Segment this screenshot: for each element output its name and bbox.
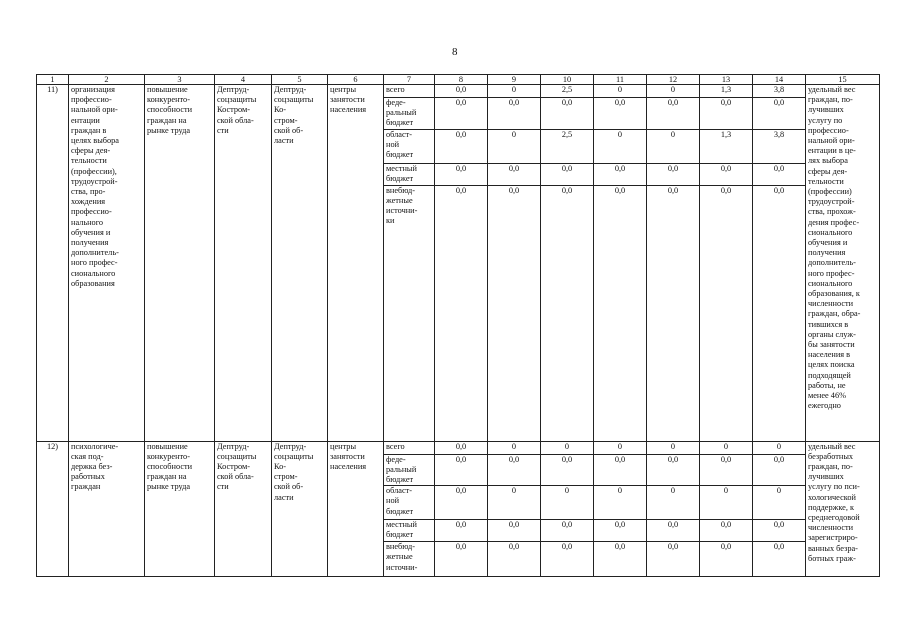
header-row [37, 75, 880, 85]
funding-value: 3,8 [753, 85, 806, 98]
funding-value: 0 [488, 441, 541, 454]
funding-value: 0,0 [435, 486, 488, 520]
funding-value: 0,0 [753, 542, 806, 577]
executor-cell: Дептруд- соцзащиты Костром- ской обла- сти [215, 441, 272, 577]
funding-value: 0,0 [435, 454, 488, 486]
funding-value: 0,0 [647, 98, 700, 130]
funding-value: 0,0 [435, 542, 488, 577]
participants-cell: центры занятости населения [328, 85, 384, 442]
funding-value: 0,0 [647, 520, 700, 542]
funding-value: 0,0 [700, 185, 753, 441]
funding-source: феде- ральный бюджет [384, 98, 435, 130]
funding-value: 0,0 [435, 520, 488, 542]
indicator-cell: удельный вес граждан, по- лучивших услугу по профессио- нальной ори- ентации в це- лях выбора сферы дея- тельности (профессии) трудоустрой- ства, прохож- дения профес- сионального обучения и получения дополнитель- ного профес- сионального образования, к численности граждан, обра- тившихся в органы служ- бы занятости населения в целях поиска подходящей работы, не менее 46% ежегодно [806, 85, 880, 442]
funding-value: 0,0 [435, 185, 488, 441]
funding-value: 0,0 [647, 454, 700, 486]
coexecutor-cell: Дептруд- соцзащиты Ко- стром- ской об- ласти [272, 85, 328, 442]
funding-value: 0,0 [435, 98, 488, 130]
funding-value: 0 [488, 85, 541, 98]
funding-value: 1,3 [700, 129, 753, 163]
funding-source: всего [384, 441, 435, 454]
funding-value: 0,0 [647, 542, 700, 577]
funding-value: 0,0 [541, 98, 594, 130]
header-cell: 3 [145, 75, 215, 85]
header-cell: 12 [647, 75, 700, 85]
funding-value: 0,0 [541, 542, 594, 577]
funding-value: 0 [541, 486, 594, 520]
funding-value: 0 [647, 85, 700, 98]
program-table [36, 74, 880, 577]
funding-value: 0 [700, 486, 753, 520]
funding-value: 0 [753, 441, 806, 454]
funding-value: 2,5 [541, 85, 594, 98]
funding-value: 0,0 [700, 542, 753, 577]
funding-value: 0,0 [594, 185, 647, 441]
page-number: 8 [452, 46, 458, 58]
header-cell: 14 [753, 75, 806, 85]
funding-value: 0,0 [435, 163, 488, 185]
participants-cell: центры занятости населения [328, 441, 384, 577]
funding-value: 0 [647, 486, 700, 520]
header-cell: 6 [328, 75, 384, 85]
funding-value: 0 [488, 486, 541, 520]
funding-value: 0,0 [700, 520, 753, 542]
header-cell: 4 [215, 75, 272, 85]
funding-value: 0 [594, 486, 647, 520]
funding-value: 0 [647, 129, 700, 163]
goal-cell: повышение конкуренто- способности граждан на рынке труда [145, 85, 215, 442]
funding-value: 0,0 [647, 185, 700, 441]
funding-value: 1,3 [700, 85, 753, 98]
executor-cell: Дептруд- соцзащиты Костром- ской обла- сти [215, 85, 272, 442]
activity-cell: организация профессио- нальной ори- ентации граждан в целях выбора сферы дея- тельности (профессии), трудоустрой- ства, про- хождения профессио- нального обучения и получения дополнитель- ного профес- сионального образования [69, 85, 145, 442]
funding-value: 3,8 [753, 129, 806, 163]
funding-value: 0,0 [700, 98, 753, 130]
header-cell: 10 [541, 75, 594, 85]
header-cell: 2 [69, 75, 145, 85]
funding-value: 0 [594, 85, 647, 98]
header-cell: 7 [384, 75, 435, 85]
table-row [37, 441, 880, 454]
funding-value: 0,0 [753, 454, 806, 486]
header-cell: 9 [488, 75, 541, 85]
funding-source: област- ной бюджет [384, 129, 435, 163]
funding-value: 0,0 [541, 185, 594, 441]
funding-value: 0,0 [435, 441, 488, 454]
funding-value: 0,0 [647, 163, 700, 185]
funding-source: внебюд- жетные источни- ки [384, 185, 435, 441]
funding-value: 0,0 [488, 520, 541, 542]
funding-value: 0,0 [753, 520, 806, 542]
funding-value: 0 [541, 441, 594, 454]
funding-value: 0,0 [488, 454, 541, 486]
funding-value: 0,0 [594, 98, 647, 130]
funding-value: 0,0 [435, 85, 488, 98]
funding-value: 0,0 [435, 129, 488, 163]
funding-value: 0,0 [488, 185, 541, 441]
header-cell: 5 [272, 75, 328, 85]
funding-value: 0,0 [753, 163, 806, 185]
funding-value: 0,0 [488, 542, 541, 577]
funding-value: 0,0 [541, 454, 594, 486]
funding-value: 0,0 [700, 454, 753, 486]
funding-value: 0,0 [594, 454, 647, 486]
funding-source: внебюд- жетные источни- [384, 542, 435, 577]
funding-value: 0,0 [753, 98, 806, 130]
funding-value: 0 [700, 441, 753, 454]
funding-value: 0,0 [700, 163, 753, 185]
funding-value: 0,0 [594, 542, 647, 577]
funding-value: 2,5 [541, 129, 594, 163]
funding-source: област- ной бюджет [384, 486, 435, 520]
funding-value: 0 [753, 486, 806, 520]
funding-value: 0,0 [541, 163, 594, 185]
funding-source: феде- ральный бюджет [384, 454, 435, 486]
funding-value: 0 [488, 129, 541, 163]
funding-source: местный бюджет [384, 520, 435, 542]
header-cell: 1 [37, 75, 69, 85]
funding-value: 0,0 [488, 98, 541, 130]
funding-value: 0,0 [753, 185, 806, 441]
funding-value: 0 [594, 129, 647, 163]
goal-cell: повышение конкуренто- способности граждан на рынке труда [145, 441, 215, 577]
indicator-cell: удельный вес безработных граждан, по- лучивших услугу по пси- хологической поддержке, к среднегодовой численности зарегистриро- ванных безра- ботных граж- [806, 441, 880, 577]
header-cell: 15 [806, 75, 880, 85]
funding-value: 0 [647, 441, 700, 454]
coexecutor-cell: Дептруд- соцзащиты Ко- стром- ской об- ласти [272, 441, 328, 577]
header-cell: 11 [594, 75, 647, 85]
activity-cell: психологиче- ская под- держка без- работных граждан [69, 441, 145, 577]
funding-value: 0,0 [594, 520, 647, 542]
header-cell: 13 [700, 75, 753, 85]
row-number: 12) [37, 441, 69, 577]
funding-source: местный бюджет [384, 163, 435, 185]
row-number: 11) [37, 85, 69, 442]
funding-value: 0 [594, 441, 647, 454]
funding-value: 0,0 [488, 163, 541, 185]
header-cell: 8 [435, 75, 488, 85]
funding-value: 0,0 [594, 163, 647, 185]
funding-value: 0,0 [541, 520, 594, 542]
table-row [37, 85, 880, 98]
funding-source: всего [384, 85, 435, 98]
